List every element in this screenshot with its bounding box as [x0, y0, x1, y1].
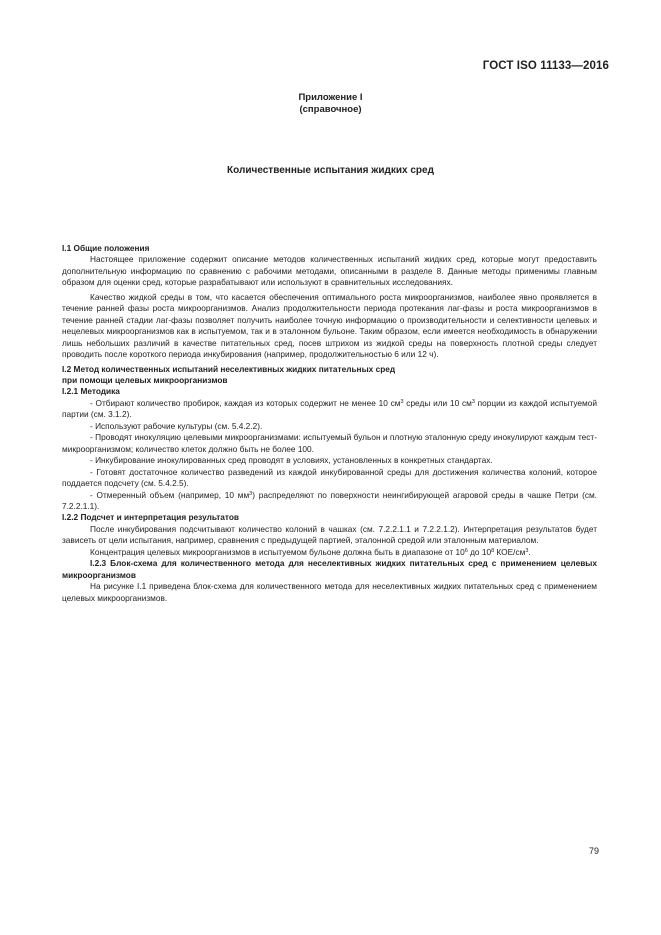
list-item: - Готовят достаточное количество разведений из каждой инкубированной среды для достижения количества колоний, которое поддается подсчету (см. 5.4.2.5).	[62, 466, 597, 489]
subsection-heading-2-3: I.2.3 Блок-схема для количественного метода для неселективных жидких питательных сред с применением целевых микроорганизмов	[62, 558, 597, 580]
list-item: - Отмеренный объем (например, 10 $мм^3$) распределяют по поверхности неингибирующей агаровой среды в чашке Петри (см. 7.2.2.1.1).	[62, 489, 597, 511]
subsection-heading-2-1: I.2.1 Методика	[62, 386, 120, 397]
list-item: - Отбирают количество пробирок, каждая из которых содержит не менее 10 $см^3$ среды или 10 $см^3$ порции из каждой испытуемой партии (см. 3.1.2).	[62, 397, 598, 420]
subsection-heading-2-2: I.2.2 Подсчет и интерпретация результатов	[62, 512, 240, 523]
appendix-title: Приложение I	[298, 92, 363, 103]
list-item: - Инкубирование инокулированных сред проводят в условиях, установленных в конкретных стандартах.	[90, 455, 493, 466]
list-item: - Проводят инокуляцию целевыми микроорганизмами: испытуемый бульон и плотную эталонную среду инокулируют каждым тест-микроорганизмом; количество клеток должно быть не более 100.	[62, 432, 597, 454]
section-heading-1: I.1 Общие положения	[62, 243, 150, 253]
paragraph: На рисунке I.1 приведена блок-схема для количественного метода для неселективных жидких питательных сред с применением целевых микроорганизмов.	[62, 581, 597, 603]
section-heading-2-line2: при помощи целевых микроорганизмов	[62, 374, 228, 385]
page-number: 79	[588, 846, 599, 856]
paragraph: Качество жидкой среды в том, что касается обеспечения оптимального роста микроорганизмов, наиболее явно проявляется в течение ранней фазы роста микроорганизмов. Анализ продолжительности периода протекания лаг-фазы и роста микроорганизмов в течение ранней стадии лаг-фазы позволяет получить наиболее точную информацию о производительности и селективности целевых и нецелевых микроорганизмов как в испытуемом, так и в эталонном бульоне. Таким образом, если имеется необходимость в обнаружении лишь небольших различий в качестве питательных сред, посев штрихом из жидкой среды на поверхность плотной среды следует проводить после короткого периода инкубирования (например, продолжительностью 6 или 12 ч).	[62, 291, 597, 360]
paragraph: После инкубирования подсчитывают количество колоний в чашках (см. 7.2.2.1.1 и 7.2.2.1.2). Интерпретация результатов будет зависеть от цели испытания, например, сравнения с предыдущей партией, эталонной средой или эталонным материалом.	[62, 523, 597, 546]
paragraph: Настоящее приложение содержит описание методов количественных испытаний жидких сред, которые могут предоставить дополнительную информацию по сравнению с рабочими методами, описанными в разделе 8. Данные методы применимы главным образом для оценки сред, которые разрабатывают или используют в сравнительных исследованиях.	[62, 254, 597, 288]
appendix-type: (справочное)	[299, 104, 362, 115]
body-text	[62, 243, 597, 604]
paragraph: Концентрация целевых микроорганизмов в испытуемом бульоне должна быть в диапазоне от $10^6$ до $10^8$ КОЕ/$см^3$.	[90, 546, 531, 557]
appendix-heading	[0, 92, 661, 116]
section-heading-2	[62, 364, 597, 387]
list-item: - Используют рабочие культуры (см. 5.4.2.2).	[90, 420, 263, 431]
section-heading-2-line1: I.2 Метод количественных испытаний неселективных жидких питательных сред	[62, 363, 396, 374]
page-title: Количественные испытания жидких сред	[227, 165, 434, 176]
standard-code: ГОСТ ISO 11133—2016	[482, 60, 609, 72]
